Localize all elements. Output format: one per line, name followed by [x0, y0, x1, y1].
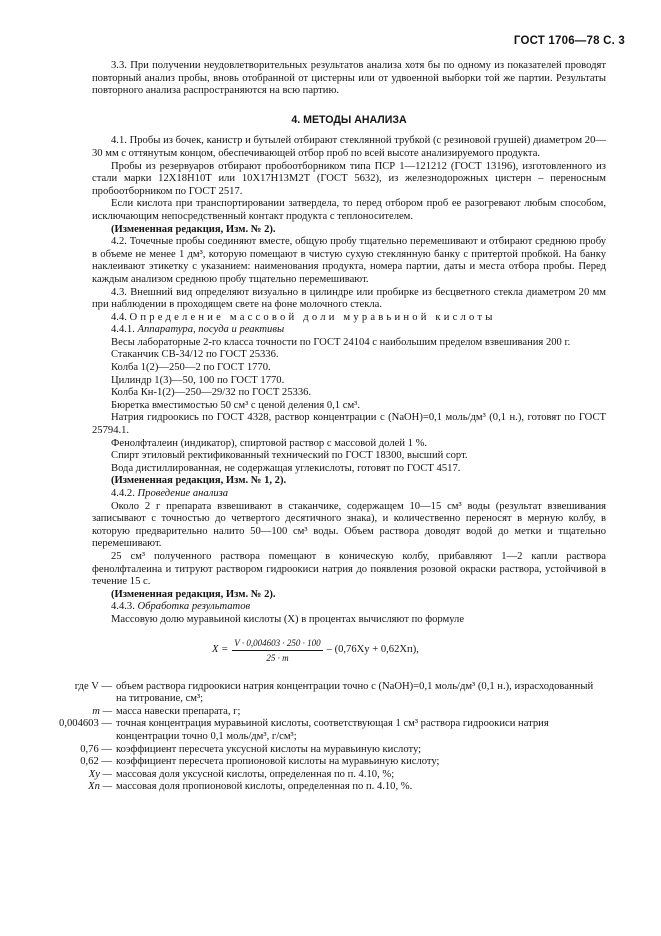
- paragraph-4-4-2: [92, 488, 606, 501]
- definition-symbol: Xп —: [88, 781, 112, 793]
- paragraph-4-4-2-weighing: Около 2 г препарата взвешивают в стаканчике, содержащем 10—15 см³ воды (результат взвешивания записывают с точностью до четвертого десятичного знака), и количественно переносят в мерную колбу, в которую предварительно налито 50—100 см³ воды. Объем раствора доводят водой до метки и тщательно перемешивают.: [92, 500, 606, 550]
- clause-number: 4.4.: [111, 311, 127, 323]
- definition-symbol: где V —: [74, 680, 112, 692]
- formula-numerator: V · 0,004603 · 250 · 100: [232, 637, 322, 652]
- formula: [92, 631, 606, 679]
- definition-text: массовая доля пропионовой кислоты, определенная по п. 4.10, %.: [116, 781, 413, 793]
- clause-number: 4.4.2.: [111, 488, 135, 499]
- definition-text: массовая доля уксусной кислоты, определенная по п. 4.10, %;: [116, 768, 395, 780]
- definition-row: [45, 781, 606, 794]
- definition-row: [45, 756, 606, 769]
- definition-row: [45, 681, 606, 706]
- paragraph-4-2: 4.2. Точечные пробы соединяют вместе, общую пробу тщательно перемешивают и отбирают среднюю пробу в объеме не менее 1 дм³, которую помещают в чистую сухую стеклянную банку с притертой пробкой. На банку наклеивают этикетку с указанием: наименования продукта, номера партии, даты и места отбора пробы. Перед каждым анализом среднюю пробу тщательно перемешивают.: [92, 236, 606, 285]
- variable-definitions: [45, 681, 606, 794]
- reagent-item: Колба 1(2)—250—2 по ГОСТ 1770.: [111, 362, 271, 374]
- edit-note: (Измененная редакция, Изм. № 2).: [111, 588, 276, 600]
- reagent-item: Фенолфталеин (индикатор), спиртовой раствор с массовой долей 1 %.: [111, 437, 428, 449]
- definition-text: коэффициент пересчета пропионовой кислоты на муравьиную кислоту;: [116, 756, 440, 768]
- reagent-item: Спирт этиловый ректификованный технический по ГОСТ 18300, высший сорт.: [111, 450, 468, 462]
- paragraph-4-1: 4.1. Пробы из бочек, канистр и бутылей отбирают стеклянной трубкой (с резиновой грушей) диаметром 20—30 мм с оттянутым концом, обеспечивающей отбор проб по всей высоте анализируемого продукта.: [92, 135, 606, 159]
- reagent-item: Весы лабораторные 2-го класса точности по ГОСТ 24104 с наибольшим пределом взвешивания 200 г.: [111, 336, 571, 348]
- formula-fraction: [232, 637, 322, 665]
- paragraph-4-1-tanks: Пробы из резервуаров отбирают пробоотборником типа ПСР 1—121212 (ГОСТ 13196), изготовленного из стали марки 12Х18Н10Т или 10Х17Н13М2Т (ГОСТ 5632), из железнодорожных цистерн – переносным пробоотборником по ГОСТ 2517.: [92, 160, 606, 197]
- paragraph-4-4-3-intro: Массовую долю муравьиной кислоты (X) в процентах вычисляют по формуле: [111, 613, 465, 625]
- clause-title: Аппаратура, посуда и реактивы: [137, 324, 285, 336]
- definition-row: [45, 706, 606, 719]
- formula-lhs: X =: [212, 644, 229, 656]
- clause-title: Определение массовой доли муравьиной кислоты: [129, 311, 496, 323]
- paragraph-4-4-2-titration: 25 см³ полученного раствора помещают в коническую колбу, прибавляют 1—2 капли раствора фенолфталеина и титруют раствором гидроокиси натрия до появления розовой окраски раствора, устойчивой в течение 15 с.: [92, 550, 606, 588]
- formula-body: [212, 637, 419, 665]
- clause-number: 4.4.3.: [111, 601, 135, 613]
- paragraph-4-4-3: [92, 601, 606, 614]
- reagent-item: Колба Кн-1(2)—250—29/32 по ГОСТ 25336.: [111, 387, 312, 399]
- section-title: 4. МЕТОДЫ АНАЛИЗА: [291, 113, 407, 126]
- definition-row: [45, 744, 606, 757]
- paragraph-4-4: [92, 312, 606, 325]
- definition-text: коэффициент пересчета уксусной кислоты на муравьиную кислоту;: [116, 743, 422, 755]
- edit-note: (Измененная редакция, Изм. № 2).: [111, 223, 276, 235]
- definition-symbol: 0,004603 —: [59, 718, 112, 730]
- reagent-item: Натрия гидроокись по ГОСТ 4328, раствор концентрации с (NaOH)=0,1 моль/дм³ (0,1 н.), готовят по ГОСТ 25794.1.: [92, 412, 606, 437]
- paragraph-4-4-1: [92, 324, 606, 337]
- definition-text: объем раствора гидроокиси натрия концентрации точно с (NaOH)=0,1 моль/дм³ (0,1 н.), израсходованный на титрование, см³;: [116, 680, 594, 705]
- definition-row: [45, 718, 606, 743]
- clause-number: 4.4.1.: [111, 324, 135, 336]
- definition-symbol: 0,62 —: [80, 756, 112, 768]
- definition-text: масса навески препарата, г;: [116, 705, 241, 717]
- definition-symbol: Xу —: [88, 768, 112, 780]
- definition-symbol: 0,76 —: [80, 743, 112, 755]
- document-body: [59, 60, 606, 794]
- formula-denominator: 25 · m: [266, 653, 289, 664]
- clause-title: Обработка результатов: [137, 601, 251, 613]
- reagent-item: Бюретка вместимостью 50 см³ с ценой деления 0,1 см³.: [111, 399, 360, 411]
- definition-row: [45, 769, 606, 782]
- definition-symbol: m —: [92, 705, 112, 717]
- paragraph-3-3: 3.3. При получении неудовлетворительных результатов анализа хотя бы по одному из показателей проводят повторный анализ пробы, вновь отобранной от цистерны или от удвоенной выборки той же партии. Результаты повторного анализа распространяются на всю партию.: [92, 60, 606, 97]
- reagent-item: Цилиндр 1(3)—50, 100 по ГОСТ 1770.: [111, 374, 285, 386]
- reagent-item: Стаканчик СВ-34/12 по ГОСТ 25336.: [111, 349, 279, 361]
- paragraph-4-3: 4.3. Внешний вид определяют визуально в цилиндре или пробирке из бесцветного стекла диаметром 20 мм при наблюдении в проходящем свете на фоне молочного стекла.: [92, 286, 606, 311]
- clause-title: Проведение анализа: [137, 488, 229, 499]
- edit-note: (Измененная редакция, Изм. № 1, 2).: [111, 475, 287, 487]
- reagent-item: Вода дистиллированная, не содержащая углекислоты, готовят по ГОСТ 4517.: [111, 462, 461, 474]
- page-header: ГОСТ 1706—78 С. 3: [513, 35, 625, 47]
- definition-text: точная концентрация муравьиной кислоты, соответствующая 1 см³ раствора гидроокиси натрия концентрации точно 0,1 моль/дм³, г/см³;: [116, 718, 549, 742]
- formula-rest: – (0,76Xу + 0,62Xп),: [326, 644, 419, 656]
- paragraph-4-1-solidified: Если кислота при транспортировании затвердела, то перед отбором проб ее разогревают любым способом, исключающим непосредственный контакт продукта с теплоносителем.: [92, 198, 606, 222]
